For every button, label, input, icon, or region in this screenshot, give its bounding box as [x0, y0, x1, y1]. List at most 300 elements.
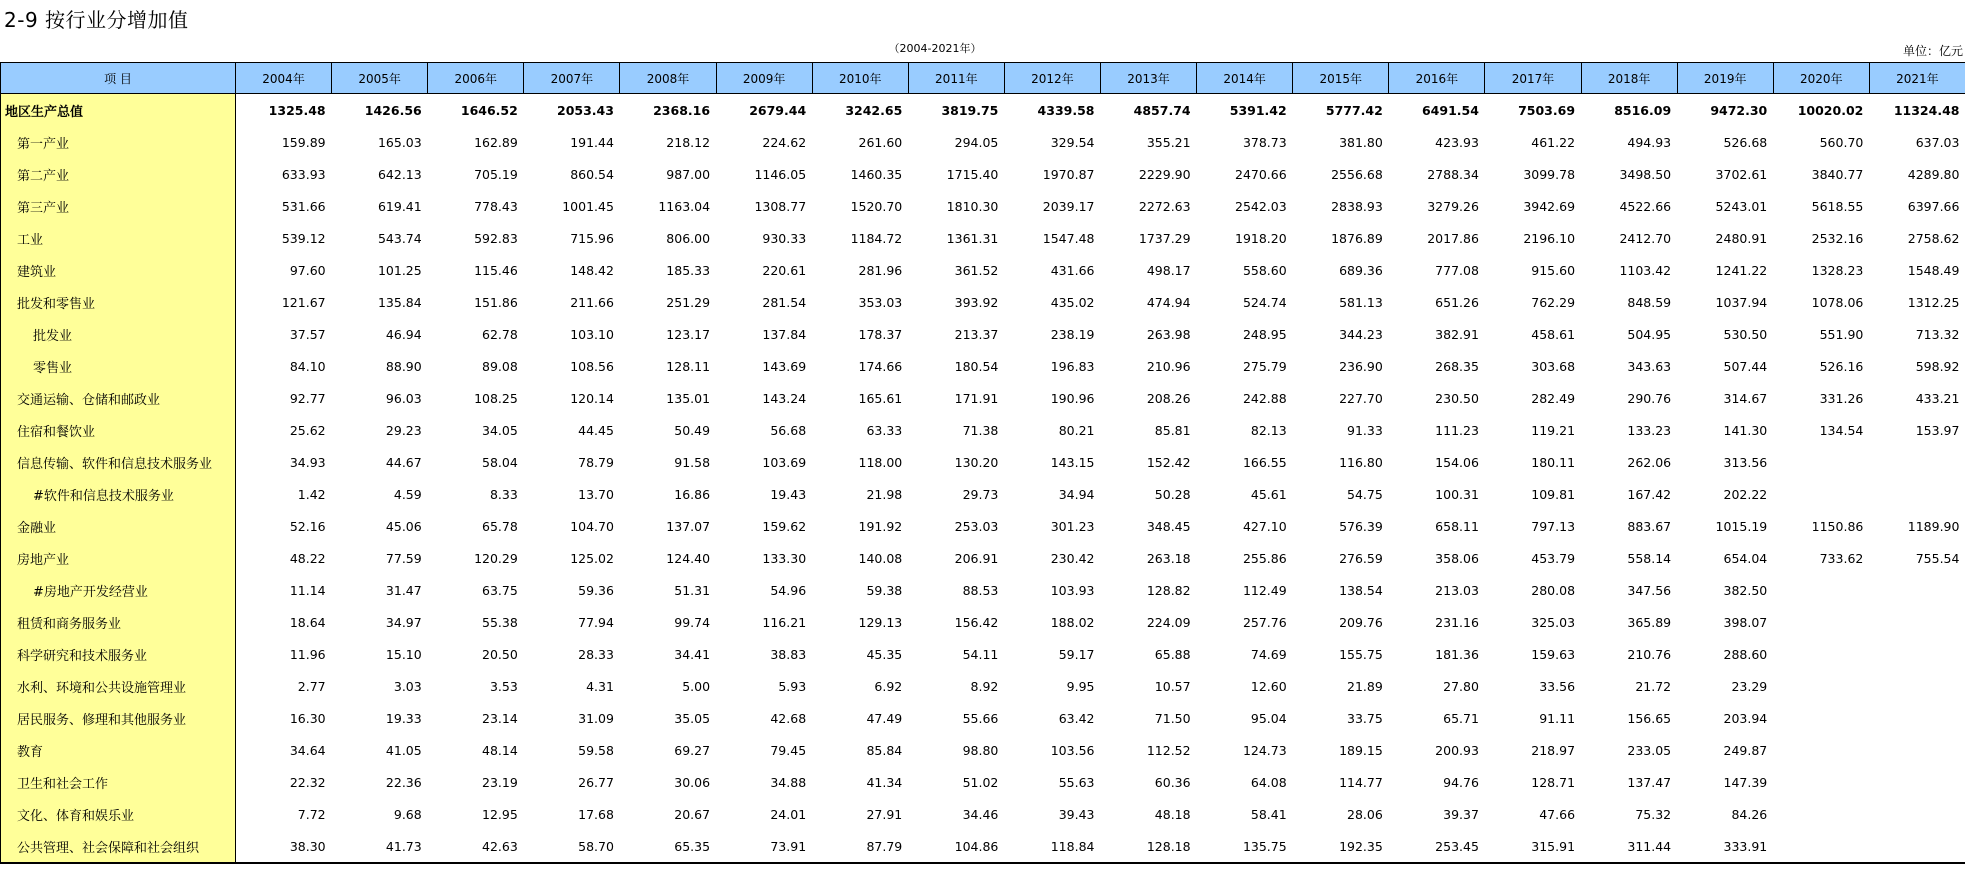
value-cell: 4.31 — [586, 678, 614, 694]
value-cell: 5391.42 — [1229, 102, 1287, 118]
value-cell: 263.18 — [1146, 550, 1191, 566]
value-cell: 143.24 — [762, 390, 807, 406]
row-label: 信息传输、软件和信息技术服务业 — [1, 446, 236, 478]
value-cell: 329.54 — [1050, 134, 1095, 150]
row-label: 住宿和餐饮业 — [1, 414, 236, 446]
value-cell: 689.36 — [1339, 262, 1383, 278]
value-cell: 5618.55 — [1811, 198, 1864, 214]
value-cell: 2.77 — [297, 678, 326, 694]
value-cell: 9.68 — [393, 806, 422, 822]
value-cell: 44.67 — [385, 454, 422, 470]
value-cell: 135.84 — [377, 294, 422, 310]
value-cell: 230.50 — [1435, 390, 1479, 406]
value-cell: 268.35 — [1435, 358, 1479, 374]
value-cell: 54.96 — [770, 582, 807, 598]
value-cell: 2039.17 — [1042, 198, 1095, 214]
value-cell: 128.11 — [666, 358, 711, 374]
row-label: 居民服务、修理和其他服务业 — [1, 702, 236, 734]
value-cell: 46.94 — [385, 326, 422, 342]
value-cell: 108.56 — [570, 358, 614, 374]
value-cell: 637.03 — [1915, 134, 1960, 150]
value-cell: 27.91 — [866, 806, 903, 822]
value-cell — [1869, 766, 1965, 798]
value-cell: 208.26 — [1146, 390, 1191, 406]
value-cell: 77.59 — [385, 550, 422, 566]
value-cell: 10020.02 — [1797, 102, 1864, 118]
value-cell: 218.12 — [666, 134, 711, 150]
value-cell: 543.74 — [377, 230, 422, 246]
value-cell: 1547.48 — [1042, 230, 1095, 246]
value-cell: 4289.80 — [1907, 166, 1960, 182]
value-cell: 73.91 — [716, 830, 812, 863]
value-cell: 453.79 — [1531, 550, 1576, 566]
value-cell: 313.56 — [1723, 454, 1768, 470]
table-row — [1, 222, 1965, 254]
row-label: 建筑业 — [1, 254, 236, 286]
value-cell: 231.16 — [1435, 614, 1479, 630]
value-cell: 6491.54 — [1421, 102, 1479, 118]
value-cell: 242.88 — [1242, 390, 1287, 406]
value-cell: 7503.69 — [1518, 102, 1576, 118]
value-cell: 165.61 — [858, 390, 903, 406]
value-cell: 755.54 — [1915, 550, 1960, 566]
value-cell: 2053.43 — [557, 102, 614, 118]
value-cell: 100.31 — [1435, 486, 1479, 502]
value-cell: 551.90 — [1819, 326, 1864, 342]
table-row — [1, 382, 1965, 414]
value-cell: 65.78 — [482, 518, 518, 534]
value-cell: 59.17 — [1058, 646, 1095, 662]
value-cell: 1103.42 — [1619, 262, 1672, 278]
value-cell: 135.75 — [1197, 830, 1293, 863]
value-cell: 21.89 — [1347, 678, 1383, 694]
value-cell: 227.70 — [1339, 390, 1383, 406]
table-row — [1, 190, 1965, 222]
value-cell: 188.02 — [1050, 614, 1095, 630]
value-cell: 119.21 — [1531, 422, 1576, 438]
value-cell: 85.81 — [1154, 422, 1191, 438]
value-cell: 84.26 — [1731, 806, 1768, 822]
value-cell: 111.23 — [1435, 422, 1479, 438]
value-cell: 41.34 — [866, 774, 903, 790]
value-cell: 140.08 — [858, 550, 903, 566]
value-cell: 137.47 — [1627, 774, 1672, 790]
year-column-header: 2006年 — [428, 63, 524, 94]
value-cell: 15.10 — [385, 646, 422, 662]
row-label: #房地产开发经营业 — [1, 574, 236, 606]
value-cell: 33.75 — [1347, 710, 1383, 726]
value-cell: 3942.69 — [1523, 198, 1576, 214]
value-cell: 34.93 — [289, 454, 326, 470]
value-cell: 112.52 — [1146, 742, 1191, 758]
value-cell: 230.42 — [1050, 550, 1095, 566]
value-cell: 213.37 — [954, 326, 999, 342]
value-cell: 133.23 — [1627, 422, 1672, 438]
row-label: 教育 — [1, 734, 236, 766]
value-cell: 393.92 — [954, 294, 999, 310]
value-cell: 30.06 — [674, 774, 711, 790]
value-cell: 58.41 — [1250, 806, 1287, 822]
value-cell: 8.92 — [970, 678, 999, 694]
value-cell: 261.60 — [858, 134, 903, 150]
value-cell: 38.30 — [236, 830, 332, 863]
row-label: 科学研究和技术服务业 — [1, 638, 236, 670]
value-cell: 23.29 — [1731, 678, 1768, 694]
value-cell: 325.03 — [1531, 614, 1576, 630]
value-cell: 461.22 — [1531, 134, 1576, 150]
value-cell — [1869, 446, 1965, 478]
value-cell: 59.38 — [866, 582, 903, 598]
value-cell: 203.94 — [1723, 710, 1768, 726]
value-cell: 34.05 — [482, 422, 518, 438]
value-cell: 294.05 — [954, 134, 999, 150]
value-cell: 5243.01 — [1715, 198, 1768, 214]
value-cell: 353.03 — [858, 294, 903, 310]
value-cell: 1184.72 — [850, 230, 903, 246]
value-cell: 10.57 — [1154, 678, 1191, 694]
value-cell: 592.83 — [474, 230, 518, 246]
value-cell: 11324.48 — [1893, 102, 1960, 118]
value-cell: 281.96 — [858, 262, 903, 278]
value-cell: 365.89 — [1627, 614, 1672, 630]
value-cell: 152.42 — [1146, 454, 1191, 470]
table-row — [1, 574, 1965, 606]
value-cell — [1773, 702, 1869, 734]
value-cell: 64.08 — [1250, 774, 1287, 790]
table-row — [1, 638, 1965, 670]
value-cell: 154.06 — [1435, 454, 1479, 470]
value-cell: 654.04 — [1723, 550, 1768, 566]
value-cell: 558.14 — [1627, 550, 1672, 566]
value-cell: 65.71 — [1443, 710, 1479, 726]
value-cell: 124.40 — [666, 550, 711, 566]
row-label: 租赁和商务服务业 — [1, 606, 236, 638]
value-cell: 34.97 — [385, 614, 422, 630]
value-cell: 87.79 — [812, 830, 908, 863]
value-cell: 257.76 — [1242, 614, 1287, 630]
value-cell: 128.18 — [1100, 830, 1196, 863]
value-cell: 101.25 — [377, 262, 422, 278]
value-cell: 1426.56 — [364, 102, 422, 118]
value-cell: 206.91 — [954, 550, 999, 566]
value-cell: 141.30 — [1723, 422, 1768, 438]
year-column-header: 2013年 — [1100, 63, 1196, 94]
item-column-header: 项 目 — [1, 63, 236, 94]
value-cell: 159.63 — [1531, 646, 1576, 662]
table-row — [1, 446, 1965, 478]
value-cell: 1548.49 — [1907, 262, 1960, 278]
value-cell: 17.68 — [578, 806, 614, 822]
value-cell: 642.13 — [377, 166, 422, 182]
value-cell: 249.87 — [1723, 742, 1768, 758]
row-label: 工业 — [1, 222, 236, 254]
value-cell: 45.35 — [866, 646, 903, 662]
value-cell: 21.98 — [866, 486, 903, 502]
table-row — [1, 478, 1965, 510]
value-cell: 276.59 — [1339, 550, 1383, 566]
table-row — [1, 126, 1965, 158]
value-cell: 71.50 — [1154, 710, 1191, 726]
value-cell: 433.21 — [1915, 390, 1960, 406]
value-cell: 1520.70 — [850, 198, 903, 214]
value-cell: 52.16 — [289, 518, 326, 534]
value-cell: 987.00 — [666, 166, 711, 182]
value-cell: 248.95 — [1242, 326, 1287, 342]
table-row — [1, 542, 1965, 574]
value-cell: 498.17 — [1146, 262, 1191, 278]
value-cell: 33.56 — [1539, 678, 1576, 694]
value-cell: 2272.63 — [1138, 198, 1191, 214]
value-cell: 137.07 — [666, 518, 711, 534]
value-cell: 92.77 — [289, 390, 326, 406]
value-cell: 210.76 — [1627, 646, 1672, 662]
value-cell: 797.13 — [1531, 518, 1576, 534]
year-column-header: 2021年 — [1869, 63, 1965, 94]
year-column-header: 2018年 — [1581, 63, 1677, 94]
value-cell: 504.95 — [1627, 326, 1672, 342]
value-cell: 355.21 — [1146, 134, 1191, 150]
table-row — [1, 766, 1965, 798]
value-cell: 55.66 — [962, 710, 999, 726]
table-row — [1, 510, 1965, 542]
value-cell: 151.86 — [474, 294, 518, 310]
year-column-header: 2019年 — [1677, 63, 1773, 94]
value-cell: 48.22 — [289, 550, 326, 566]
value-cell: 191.92 — [858, 518, 903, 534]
value-cell: 9472.30 — [1710, 102, 1768, 118]
row-label: 水利、环境和公共设施管理业 — [1, 670, 236, 702]
value-cell: 97.60 — [289, 262, 326, 278]
value-cell — [1869, 478, 1965, 510]
value-cell: 34.94 — [1058, 486, 1095, 502]
value-cell: 22.32 — [289, 774, 326, 790]
table-row — [1, 670, 1965, 702]
value-cell: 88.53 — [962, 582, 999, 598]
value-cell: 25.62 — [289, 422, 326, 438]
value-cell: 103.10 — [570, 326, 614, 342]
value-cell: 715.96 — [570, 230, 614, 246]
value-cell: 474.94 — [1146, 294, 1191, 310]
value-cell: 112.49 — [1242, 582, 1287, 598]
value-cell: 65.35 — [620, 830, 716, 863]
value-cell: 224.62 — [762, 134, 807, 150]
value-cell — [1869, 702, 1965, 734]
value-cell: 34.88 — [770, 774, 807, 790]
value-cell: 2758.62 — [1907, 230, 1960, 246]
value-cell: 3242.65 — [845, 102, 903, 118]
value-cell: 34.46 — [962, 806, 999, 822]
value-cell: 71.38 — [962, 422, 999, 438]
value-cell: 171.91 — [954, 390, 999, 406]
value-cell: 129.13 — [858, 614, 903, 630]
table-row — [1, 830, 1965, 863]
table-row — [1, 734, 1965, 766]
value-cell — [1773, 638, 1869, 670]
value-cell: 120.14 — [570, 390, 614, 406]
value-cell: 77.94 — [578, 614, 614, 630]
value-cell: 2556.68 — [1331, 166, 1383, 182]
value-cell: 18.64 — [289, 614, 326, 630]
value-cell: 262.06 — [1627, 454, 1672, 470]
value-cell: 282.49 — [1531, 390, 1576, 406]
value-cell: 1325.48 — [268, 102, 326, 118]
value-cell: 524.74 — [1242, 294, 1287, 310]
row-label: 房地产业 — [1, 542, 236, 574]
value-cell: 333.91 — [1677, 830, 1773, 863]
value-cell: 115.46 — [474, 262, 518, 278]
value-cell: 124.73 — [1242, 742, 1287, 758]
value-cell: 311.44 — [1581, 830, 1677, 863]
value-cell: 60.36 — [1154, 774, 1191, 790]
year-range-subtitle: （2004-2021年） — [888, 42, 982, 55]
row-label: 文化、体育和娱乐业 — [1, 798, 236, 830]
value-added-table — [0, 62, 1965, 864]
value-cell: 1015.19 — [1715, 518, 1768, 534]
value-cell: 65.88 — [1154, 646, 1191, 662]
row-label: 金融业 — [1, 510, 236, 542]
year-column-header: 2010年 — [812, 63, 908, 94]
value-cell: 3498.50 — [1619, 166, 1672, 182]
value-cell: 59.58 — [578, 742, 614, 758]
value-cell: 435.02 — [1050, 294, 1095, 310]
value-cell: 2470.66 — [1235, 166, 1287, 182]
value-cell: 123.17 — [666, 326, 711, 342]
value-cell: 1810.30 — [946, 198, 999, 214]
value-cell: 7.72 — [297, 806, 326, 822]
value-cell: 5.93 — [778, 678, 807, 694]
value-cell: 12.60 — [1250, 678, 1287, 694]
value-cell: 1361.31 — [946, 230, 999, 246]
value-cell: 137.84 — [762, 326, 807, 342]
value-cell: 224.09 — [1146, 614, 1191, 630]
value-cell: 114.77 — [1339, 774, 1383, 790]
value-cell: 138.54 — [1339, 582, 1383, 598]
value-cell: 507.44 — [1723, 358, 1768, 374]
value-cell: 423.93 — [1435, 134, 1479, 150]
value-cell: 118.84 — [1004, 830, 1100, 863]
row-label: 第二产业 — [1, 158, 236, 190]
value-cell: 9.95 — [1066, 678, 1095, 694]
value-cell: 167.42 — [1627, 486, 1672, 502]
value-cell: 218.97 — [1531, 742, 1576, 758]
value-cell: 55.63 — [1058, 774, 1095, 790]
value-cell: 1715.40 — [946, 166, 999, 182]
value-cell: 11.14 — [289, 582, 326, 598]
value-cell: 133.30 — [762, 550, 807, 566]
value-cell: 619.41 — [377, 198, 422, 214]
value-cell: 633.93 — [281, 166, 326, 182]
table-header-row — [1, 63, 1965, 94]
value-cell: 41.05 — [385, 742, 422, 758]
value-cell: 109.81 — [1531, 486, 1576, 502]
value-cell: 95.04 — [1250, 710, 1287, 726]
value-cell: 280.08 — [1531, 582, 1576, 598]
value-cell: 78.79 — [578, 454, 614, 470]
value-cell: 180.54 — [954, 358, 999, 374]
table-row — [1, 414, 1965, 446]
value-cell: 103.69 — [762, 454, 807, 470]
value-cell: 233.05 — [1627, 742, 1672, 758]
value-cell: 58.70 — [524, 830, 620, 863]
value-cell: 80.21 — [1058, 422, 1095, 438]
value-cell: 348.45 — [1146, 518, 1191, 534]
row-label: 批发业 — [1, 318, 236, 350]
value-cell: 75.32 — [1635, 806, 1672, 822]
value-cell: 2017.86 — [1427, 230, 1479, 246]
value-cell: 50.49 — [674, 422, 711, 438]
value-cell: 1460.35 — [850, 166, 903, 182]
row-label: 地区生产总值 — [1, 94, 236, 127]
value-cell: 539.12 — [281, 230, 326, 246]
value-cell: 20.50 — [482, 646, 518, 662]
value-cell: 63.33 — [866, 422, 903, 438]
value-cell: 56.68 — [770, 422, 807, 438]
value-cell: 39.43 — [1058, 806, 1095, 822]
value-cell: 200.93 — [1435, 742, 1479, 758]
value-cell: 51.02 — [962, 774, 999, 790]
value-cell: 576.39 — [1339, 518, 1383, 534]
value-cell — [1869, 638, 1965, 670]
value-cell — [1869, 734, 1965, 766]
table-row — [1, 158, 1965, 190]
value-cell: 181.36 — [1435, 646, 1479, 662]
value-cell: 63.42 — [1058, 710, 1095, 726]
value-cell: 2368.16 — [653, 102, 711, 118]
value-cell: 37.57 — [289, 326, 326, 342]
value-cell: 378.73 — [1242, 134, 1287, 150]
value-cell: 35.05 — [674, 710, 711, 726]
value-cell: 777.08 — [1435, 262, 1479, 278]
table-row — [1, 254, 1965, 286]
value-cell: 166.55 — [1242, 454, 1287, 470]
table-row — [1, 286, 1965, 318]
value-cell: 165.03 — [377, 134, 422, 150]
value-cell: 29.23 — [385, 422, 422, 438]
value-cell: 85.84 — [866, 742, 903, 758]
year-column-header: 2007年 — [524, 63, 620, 94]
value-cell: 398.07 — [1723, 614, 1768, 630]
value-cell: 34.41 — [674, 646, 711, 662]
value-cell: 11.96 — [289, 646, 326, 662]
value-cell: 98.80 — [962, 742, 999, 758]
value-cell: 28.06 — [1347, 806, 1383, 822]
value-cell — [1773, 446, 1869, 478]
value-cell: 733.62 — [1819, 550, 1864, 566]
table-row — [1, 350, 1965, 382]
value-cell: 301.23 — [1050, 518, 1095, 534]
value-cell: 6.92 — [874, 678, 903, 694]
value-cell: 39.37 — [1443, 806, 1479, 822]
value-cell: 63.75 — [482, 582, 518, 598]
value-cell: 2542.03 — [1235, 198, 1287, 214]
value-cell: 135.01 — [666, 390, 711, 406]
value-cell: 89.08 — [482, 358, 518, 374]
value-cell: 251.29 — [666, 294, 711, 310]
value-cell: 598.92 — [1915, 358, 1960, 374]
value-cell: 5.00 — [682, 678, 711, 694]
table-row — [1, 94, 1965, 127]
value-cell: 42.68 — [770, 710, 807, 726]
value-cell: 19.43 — [770, 486, 807, 502]
value-cell: 1163.04 — [658, 198, 711, 214]
value-cell: 2229.90 — [1138, 166, 1191, 182]
value-cell: 806.00 — [666, 230, 711, 246]
row-label: 交通运输、仓储和邮政业 — [1, 382, 236, 414]
value-cell: 314.67 — [1723, 390, 1768, 406]
value-cell: 3819.75 — [941, 102, 999, 118]
value-cell: 382.91 — [1435, 326, 1479, 342]
year-column-header: 2005年 — [332, 63, 428, 94]
